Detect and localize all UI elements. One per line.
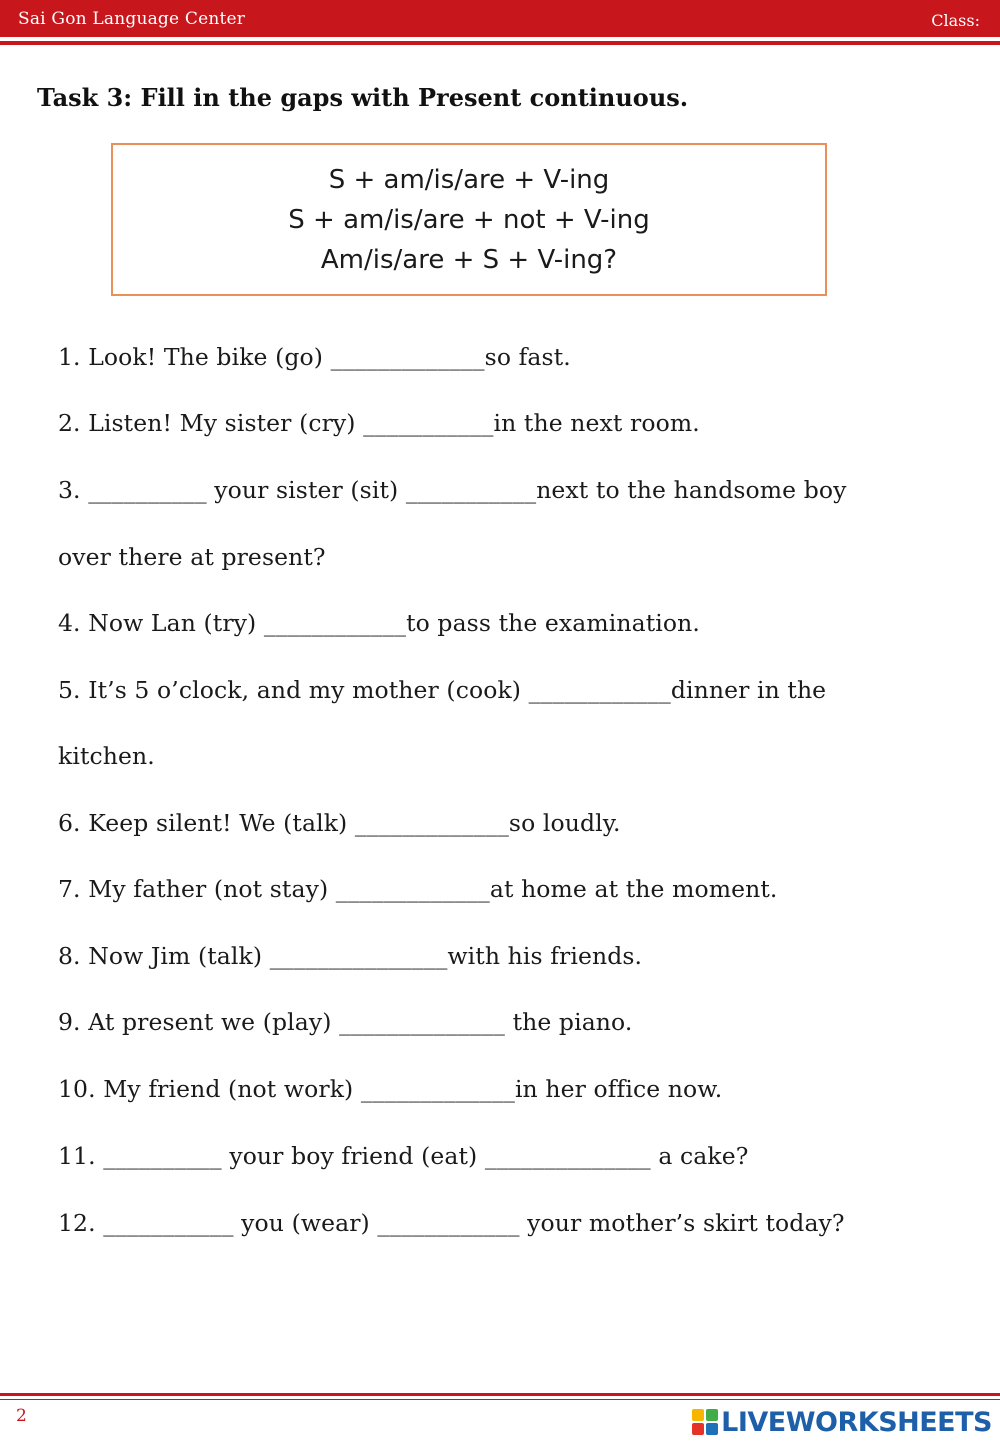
exercise-9[interactable]: 9. At present we (play) ______________ the piano. [58,1008,633,1036]
exercise-11[interactable]: 11. __________ your boy friend (eat) ______________ a cake? [58,1142,749,1170]
exercise-5[interactable]: 5. It’s 5 o’clock, and my mother (cook) ____________dinner in the [58,676,827,704]
exercise-1[interactable]: 1. Look! The bike (go) _____________so fast. [58,343,571,371]
exercise-10[interactable]: 10. My friend (not work) _____________in her office now. [58,1075,723,1103]
formula-negative: S + am/is/are + not + V-ing [288,205,650,235]
center-name: Sai Gon Language Center [18,9,246,29]
exercise-8[interactable]: 8. Now Jim (talk) _______________with his friends. [58,942,643,970]
exercise-12[interactable]: 12. ___________ you (wear) ____________ your mother’s skirt today? [58,1209,845,1237]
formula-question: Am/is/are + S + V-ing? [320,245,618,275]
exercise-3-continued: over there at present? [58,543,326,571]
page-number: 2 [16,1406,27,1426]
brand-text: LIVEWORKSHEETS [721,1406,992,1438]
footer-divider-thin [0,1399,1000,1400]
formula-box [111,143,827,296]
task-heading: Task 3: Fill in the gaps with Present continuous. [37,83,689,112]
header-divider [0,41,1000,45]
class-label: Class: [931,11,980,30]
liveworksheets-brand[interactable] [692,1405,992,1439]
formula-affirmative: S + am/is/are + V-ing [328,165,610,195]
footer-divider [0,1393,1000,1396]
exercise-7[interactable]: 7. My father (not stay) _____________at home at the moment. [58,875,778,903]
header-bar [0,0,1000,37]
liveworksheets-logo-icon [692,1409,718,1435]
exercise-2[interactable]: 2. Listen! My sister (cry) ___________in the next room. [58,409,700,437]
exercise-4[interactable]: 4. Now Lan (try) ____________to pass the examination. [58,609,700,637]
exercise-5-continued: kitchen. [58,742,155,770]
exercise-3[interactable]: 3. __________ your sister (sit) ___________next to the handsome boy [58,476,847,504]
exercise-6[interactable]: 6. Keep silent! We (talk) _____________so loudly. [58,809,621,837]
